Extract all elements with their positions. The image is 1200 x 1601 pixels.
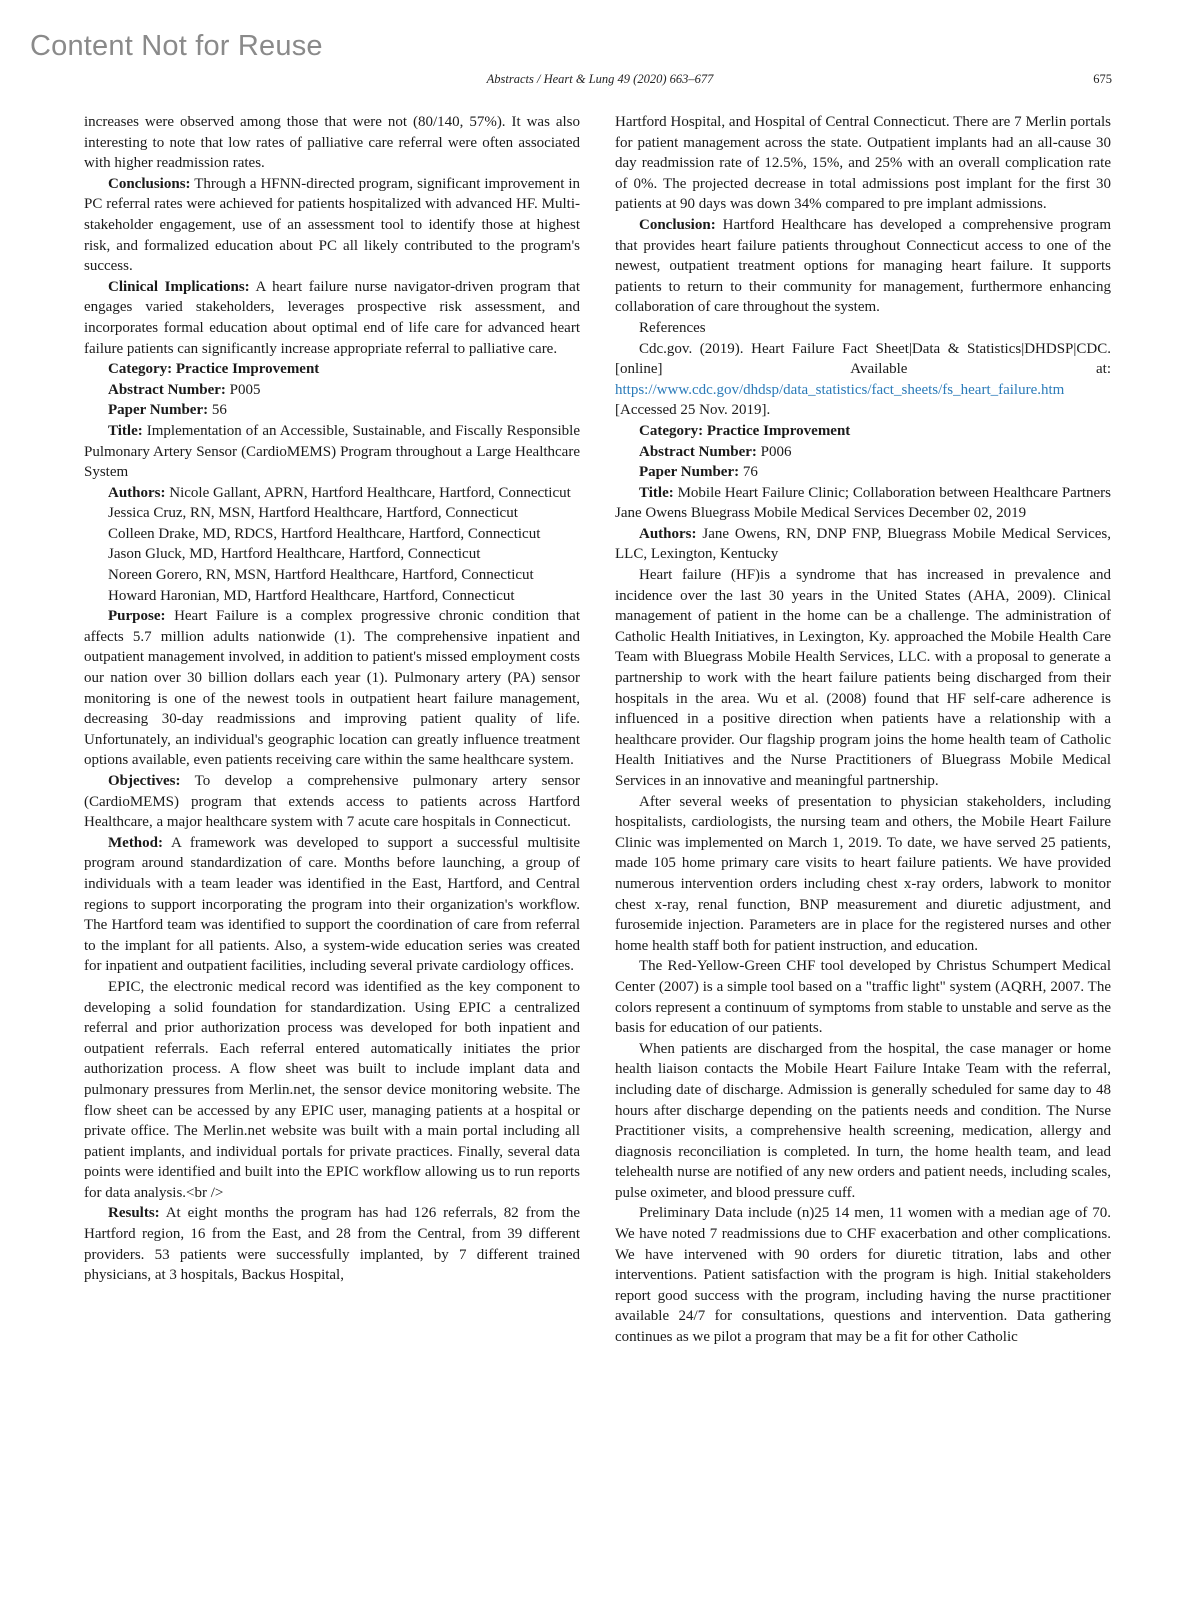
author-line: Howard Haronian, MD, Hartford Healthcare, Hartford, Connecticut [108, 587, 515, 604]
objectives-paragraph: Objectives: To develop a comprehensive pulmonary artery sensor (CardioMEMS) program that extends access to patients across Hartford Healthcare, a major healthcare system with 7 acute care hospitals in Connecticut. [84, 773, 580, 831]
paragraph: increases were observed among those that were not (80/140, 57%). It was also interesting to note that low rates of palliative care referral were often associated with higher readmission rates. [84, 114, 580, 172]
conclusions-paragraph: Conclusions: Through a HFNN-directed program, significant improvement in PC referral rates were achieved for patients hospitalized with advanced HF. Multi-stakeholder engagement, use of an assessment tool to identify those at highest risk, and formalized education about PC all likely contributed to the program's success. [84, 175, 580, 275]
conclusion-paragraph: Conclusion: Hartford Healthcare has developed a comprehensive program that provides heart failure patients throughout Connecticut access to one of the newest, outpatient treatment options for managing heart failure. It supports patients to return to their community for management, furthermore enhancing collaboration of care throughout the system. [615, 216, 1111, 316]
author-line: Jason Gluck, MD, Hartford Healthcare, Hartford, Connecticut [108, 546, 481, 563]
abstract-number-line: Abstract Number: P006 [639, 443, 792, 460]
right-column [615, 112, 1111, 1348]
paragraph: The Red-Yellow-Green CHF tool developed by Christus Schumpert Medical Center (2007) is a simple tool based on a "traffic light" system (AQRH, 2007. The colors represent a continuum of symptoms from stable to unstable and serve as the basis for education of our patients. [615, 958, 1111, 1037]
title-paragraph: Title: Mobile Heart Failure Clinic; Collaboration between Healthcare Partners Jane Owens Bluegrass Mobile Medical Services December 02, 2019 [615, 484, 1111, 522]
references-heading: References [639, 319, 706, 336]
paragraph: After several weeks of presentation to physician stakeholders, including hospitalists, cardiologists, the nursing team and others, the Mobile Heart Failure Clinic was implemented on March 1, 2019. To date, we have served 25 patients, made 105 home primary care visits to heart failure patients. We have provided numerous intervention orders including chest x-ray orders, labwork to monitor chest x-ray, renal function, BNP measurement and diuretic adjustment, and furosemide injection. Parameters are in place for the registered nurses and other home health staff both for patient instruction, and education. [615, 793, 1111, 954]
paragraph: Heart failure (HF)is a syndrome that has increased in prevalence and incidence over the last 30 years in the United States (AHA, 2009). Clinical management of patient in the home can be a challenge. The administration of Catholic Health Initiatives, in Lexington, Ky. approached the Mobile Health Care Team with Bluegrass Mobile Health Services, LLC. with a proposal to generate a partnership to work with the heart failure patients being discharged from their hospitals in the area. Wu et al. (2008) found that HF self-care adherence is influenced in a positive direction when patients have a relationship with a healthcare provider. Our flagship program joins the home health team of Catholic Health Initiatives and the Nurse Practitioners of Bluegrass Mobile Medical Services in an innovative and meaningful partnership. [615, 567, 1111, 789]
watermark: Content Not for Reuse [30, 30, 323, 62]
author-line: Noreen Gorero, RN, MSN, Hartford Healthcare, Hartford, Connecticut [108, 567, 534, 584]
author-line: Jessica Cruz, RN, MSN, Hartford Healthcare, Hartford, Connecticut [108, 505, 518, 522]
author-line: Colleen Drake, MD, RDCS, Hartford Healthcare, Hartford, Connecticut [108, 525, 541, 542]
paper-number-line: Paper Number: 56 [108, 402, 227, 419]
paragraph: When patients are discharged from the hospital, the case manager or home health liaison contacts the Mobile Heart Failure Intake Team with the referral, including date of discharge. Admission is generally scheduled for same day to 48 hours after discharge depending on the patients needs and condition. The Nurse Practitioner visits, a comprehensive health screening, medication, allergy and diagnosis reconciliation is completed. In turn, the home health team, and lead telehealth nurse are notified of any new orders and patient needs, including scales, pulse oximeter, and blood pressure cuff. [615, 1040, 1111, 1201]
paper-number-line: Paper Number: 76 [639, 464, 758, 481]
paragraph: Hartford Hospital, and Hospital of Central Connecticut. There are 7 Merlin portals for patient management across the state. Outpatient implants had an all-cause 30 day readmission rate of 12.5%, 15%, and 25% with an overall complication rate of 0%. The projected decrease in total admissions post implant for the first 30 patients at 90 days was down 34% compared to pre implant admissions. [615, 114, 1111, 213]
reference-item: Cdc.gov. (2019). Heart Failure Fact Sheet|Data & Statistics|DHDSP|CDC. [online] Available at: https://www.cdc.gov/dhdsp/data_statistics/fact_sheets/fs_heart_failure.htm [Accessed 25 Nov. 2019]. [615, 340, 1111, 419]
reference-link[interactable]: https://www.cdc.gov/dhdsp/data_statistics/fact_sheets/fs_heart_failure.htm [615, 381, 1065, 398]
section-label: Conclusions: [108, 175, 191, 192]
title-paragraph: Title: Implementation of an Accessible, Sustainable, and Fiscally Responsible Pulmonary Artery Sensor (CardioMEMS) Program throughout a Large Healthcare System [84, 422, 580, 481]
clinical-implications-paragraph: Clinical Implications: A heart failure nurse navigator-driven program that engages varied stakeholders, leverages prospective risk assessment, and incorporates formal education about optimal end of life care for advanced heart failure patients can significantly increase appropriate referral to palliative care. [84, 278, 580, 357]
section-label: Clinical Implications: [108, 278, 250, 295]
epic-paragraph: EPIC, the electronic medical record was identified as the key component to developing a solid foundation for standardization. Using EPIC a centralized referral and prior authorization process was developed for both inpatient and outpatient referrals. Each referral entered automatically initiates the prior authorization process. A flow sheet was built to include implant data and pulmonary pressures from Merlin.net, the sensor device monitoring website. The flow sheet can be accessed by any EPIC user, managing patients at a hospital or private office. The Merlin.net website was built with a main portal including all patient implants, and individual portals for private practices. Finally, several data points were identified and built into the EPIC workflow allowing us to run reports for data analysis.<br /> [84, 978, 580, 1201]
running-head: Abstracts / Heart & Lung 49 (2020) 663–677 [486, 72, 714, 86]
category-line: Category: Practice Improvement [108, 361, 320, 378]
category-line: Category: Practice Improvement [639, 422, 851, 439]
results-paragraph: Results: At eight months the program has had 126 referrals, 82 from the Hartford region, 16 from the East, and 28 from the Central, from 39 different providers. 53 patients were successfully implanted, by 7 different trained physicians, at 3 hospitals, Backus Hospital, [84, 1205, 580, 1284]
authors-paragraph: Authors: Jane Owens, RN, DNP FNP, Bluegrass Mobile Medical Services, LLC, Lexington, Kentucky [615, 525, 1111, 563]
abstract-number-line: Abstract Number: P005 [108, 381, 261, 398]
page-number: 675 [1093, 72, 1112, 86]
paragraph: Preliminary Data include (n)25 14 men, 11 women with a median age of 70. We have noted 7 readmissions due to CHF exacerbation and other complications. We have intervened with 90 orders for diuretic titration, labs and other interventions. Patient satisfaction with the program is high. Initial stakeholders report good success with the program, including having the nurse practitioner available 24/7 for consultations, questions and intervention. Data gathering continues as we pilot a program that may be a fit for other Catholic [615, 1205, 1111, 1346]
purpose-paragraph: Purpose: Heart Failure is a complex progressive chronic condition that affects 5.7 million adults nationwide (1). The comprehensive inpatient and outpatient management involved, in addition to patient's missed employment costs our nation over 30 billion dollars each year (1). Pulmonary artery (PA) sensor monitoring is one of the newest tools in outpatient heart failure management, decreasing 30-day readmissions and improving patient quality of life. Unfortunately, an individual's geographic location can greatly influence treatment options available, even patients receiving care within the same healthcare system. [84, 608, 580, 769]
authors-paragraph: Authors: Nicole Gallant, APRN, Hartford Healthcare, Hartford, Connecticut [108, 484, 571, 501]
left-column [84, 112, 580, 1286]
method-paragraph: Method: A framework was developed to support a successful multisite program around standardization of care. Months before launching, a group of individuals with a team leader was identified in the East, Hartford, and Central regions to support incorporating the program into their organization's workflow. The Hartford team was identified to support the coordination of care from referral to the implant for all patients. Also, a system-wide education series was created for inpatient and outpatient facilities, including several private cardiology offices. [84, 834, 580, 975]
